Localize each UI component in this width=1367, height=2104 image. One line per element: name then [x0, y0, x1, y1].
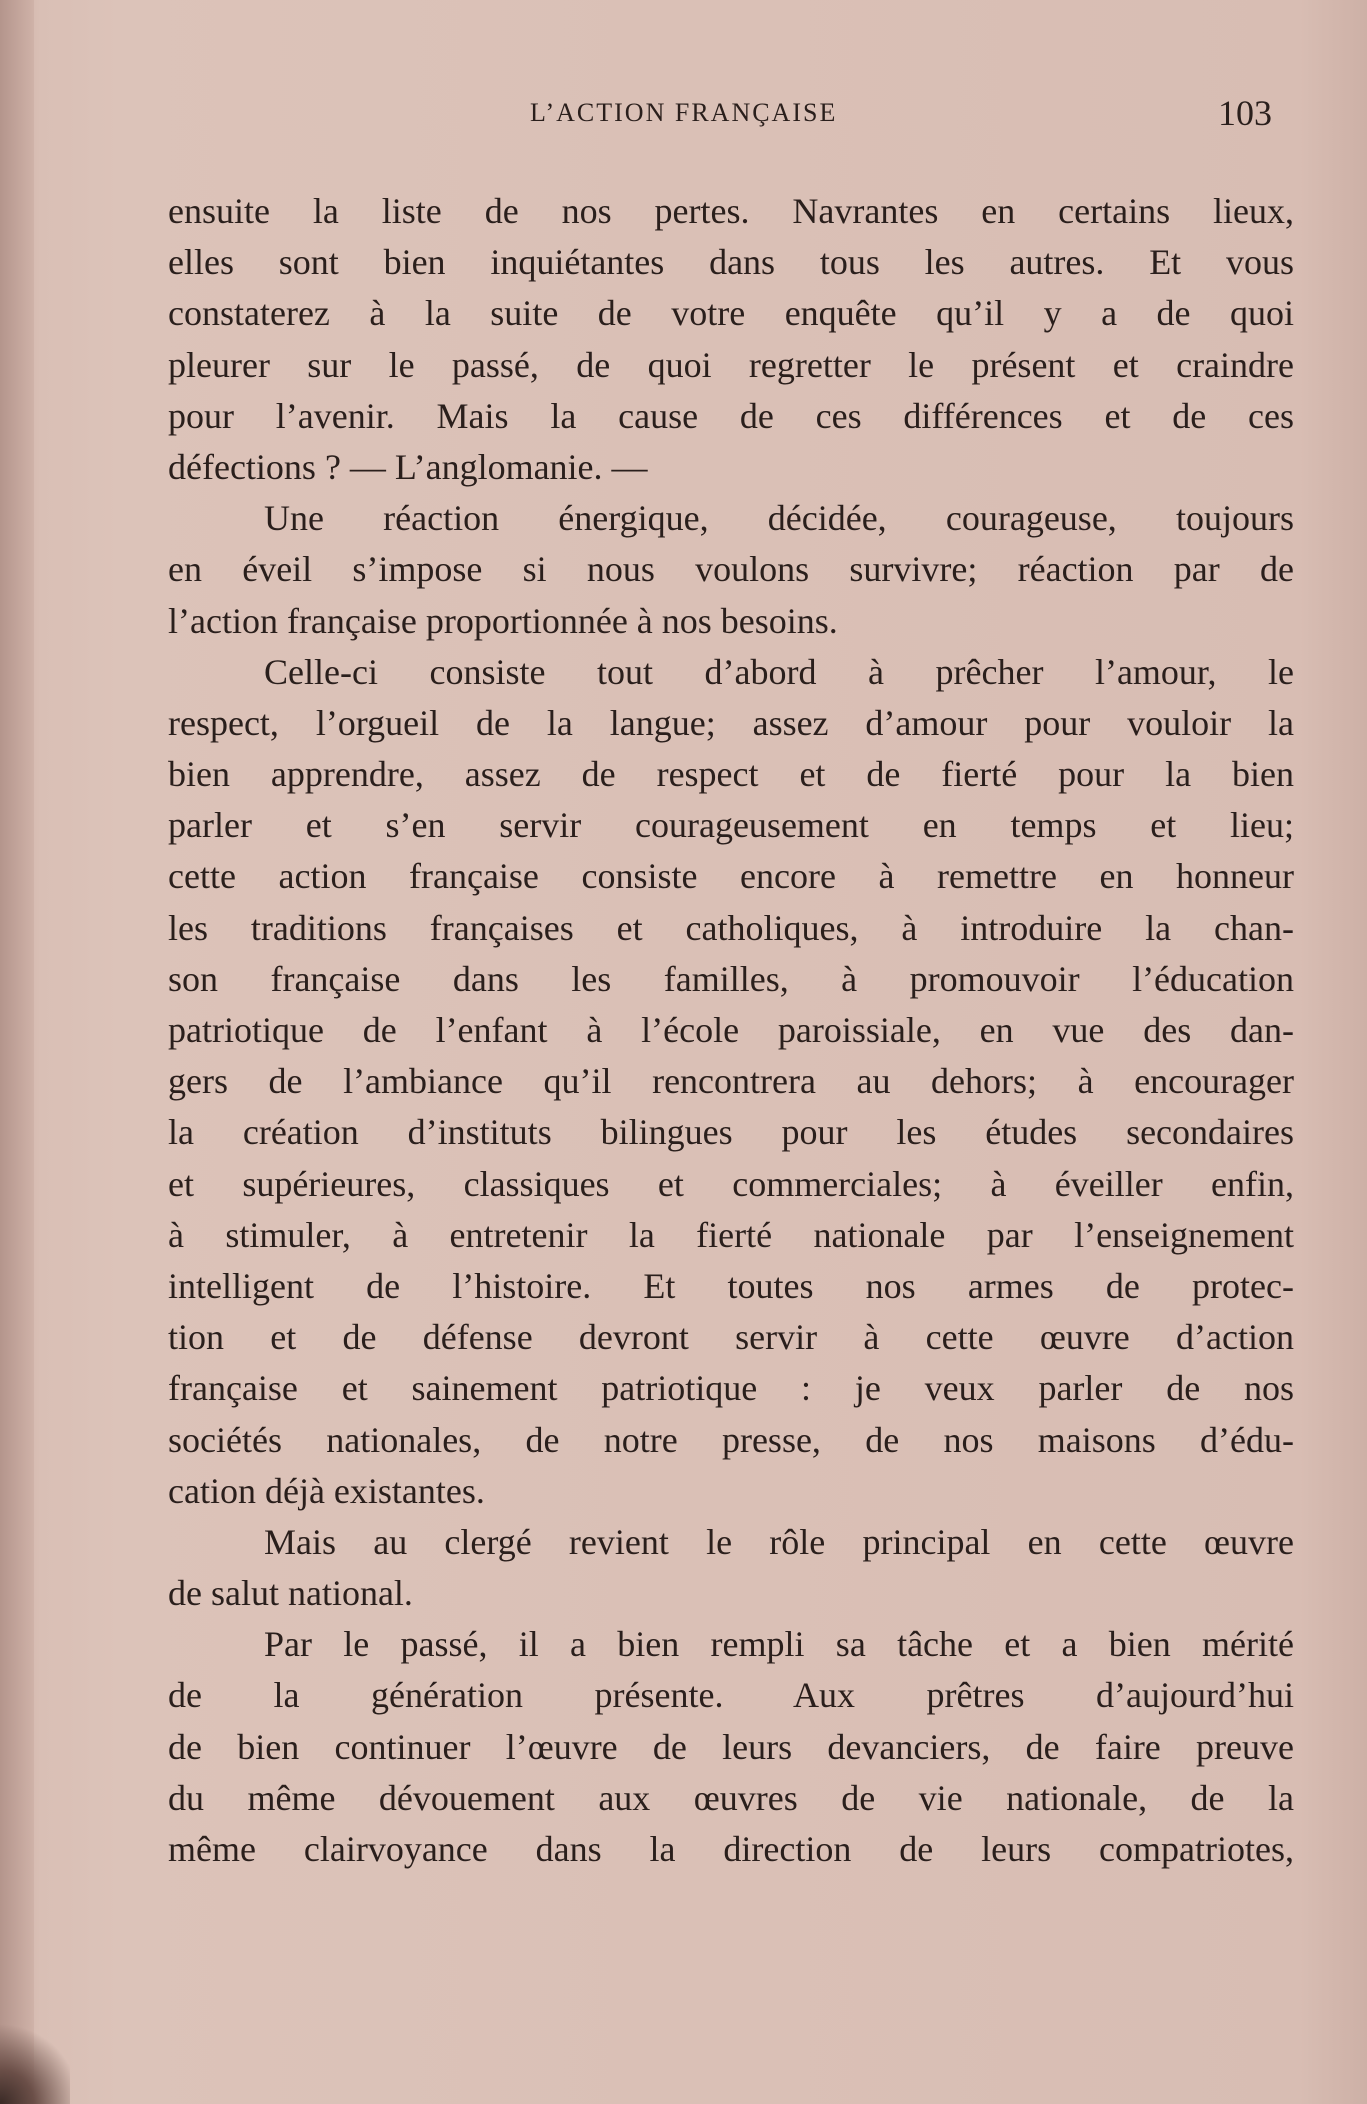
text-line: cation déjà existantes. — [168, 1470, 485, 1511]
text-line: Mais au clergé revient le rôle principal en cette œuvre — [264, 1521, 1294, 1562]
text-line: et supérieures, classiques et commerciales; à éveiller enfin, — [168, 1163, 1294, 1204]
text-line: Une réaction énergique, décidée, courageuse, toujours — [264, 498, 1294, 539]
text-line: de bien continuer l’œuvre de leurs devanciers, de faire preuve — [168, 1726, 1294, 1767]
text-line: du même dévouement aux œuvres de vie nationale, de la — [168, 1777, 1294, 1818]
text-line: en éveil s’impose si nous voulons survivre; réaction par de — [168, 549, 1294, 590]
text-line: pleurer sur le passé, de quoi regretter le présent et craindre — [168, 344, 1294, 385]
text-line: respect, l’orgueil de la langue; assez d’amour pour vouloir la — [168, 702, 1294, 743]
text-line: la création d’instituts bilingues pour les études secondaires — [168, 1112, 1294, 1153]
text-line: cette action française consiste encore à remettre en honneur — [168, 856, 1294, 897]
text-line: son française dans les familles, à promouvoir l’éducation — [168, 958, 1294, 999]
text-line: patriotique de l’enfant à l’école paroissiale, en vue des dan- — [168, 1010, 1294, 1050]
text-line: défections ? — L’anglomanie. — — [168, 446, 648, 487]
text-line: gers de l’ambiance qu’il rencontrera au dehors; à encourager — [168, 1061, 1294, 1102]
text-line: intelligent de l’histoire. Et toutes nos armes de protec- — [168, 1265, 1294, 1306]
text-line: pour l’avenir. Mais la cause de ces différences et de ces — [168, 395, 1294, 436]
text-line: les traditions françaises et catholiques, à introduire la chan- — [168, 907, 1294, 948]
text-line: elles sont bien inquiétantes dans tous les autres. Et vous — [168, 242, 1294, 283]
text-line: ensuite la liste de nos pertes. Navrantes en certains lieux, — [168, 191, 1294, 231]
body-text — [168, 186, 1294, 1875]
text-line: bien apprendre, assez de respect et de fierté pour la bien — [168, 754, 1294, 795]
text-line: constaterez à la suite de votre enquête qu’il y a de quoi — [168, 293, 1294, 334]
page-header — [0, 92, 1367, 142]
text-line: même clairvoyance dans la direction de leurs compatriotes, — [168, 1829, 1294, 1869]
text-line: Par le passé, il a bien rempli sa tâche et a bien mérité — [264, 1624, 1294, 1665]
page-number: 103 — [1218, 93, 1272, 133]
text-line: parler et s’en servir courageusement en temps et lieu; — [168, 805, 1294, 846]
text-line: tion et de défense devront servir à cette œuvre d’action — [168, 1317, 1294, 1358]
corner-shadow — [0, 2014, 70, 2104]
binding-gutter — [0, 0, 34, 2104]
text-line: sociétés nationales, de notre presse, de nos maisons d’édu- — [168, 1419, 1294, 1460]
text-line: à stimuler, à entretenir la fierté nationale par l’enseignement — [168, 1214, 1294, 1255]
text-line: de la génération présente. Aux prêtres d’aujourd’hui — [168, 1675, 1294, 1716]
text-line: de salut national. — [168, 1573, 413, 1614]
running-title: L’ACTION FRANÇAISE — [530, 98, 838, 127]
text-line: Celle-ci consiste tout d’abord à prêcher l’amour, le — [264, 651, 1294, 692]
text-line: française et sainement patriotique : je veux parler de nos — [168, 1368, 1294, 1409]
text-line: l’action française proportionnée à nos besoins. — [168, 600, 838, 641]
